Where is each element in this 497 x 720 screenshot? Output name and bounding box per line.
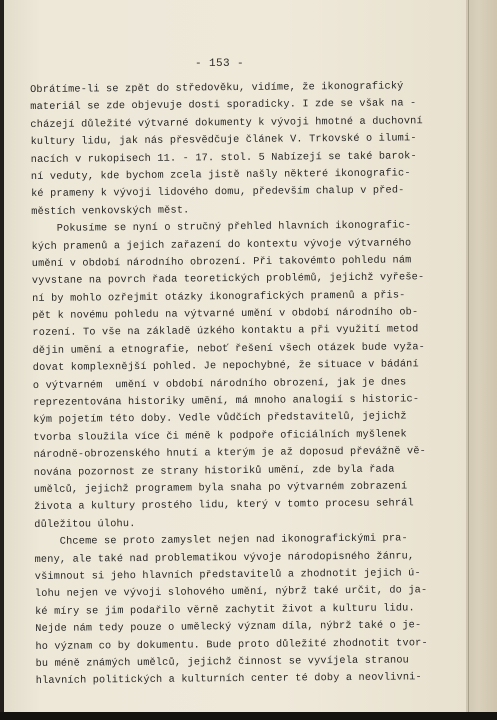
page-number: - 153 - xyxy=(195,58,245,70)
text-line: vyvstane na povrch řada teoretických problémů, jejichž vyřeše- xyxy=(31,271,425,288)
text-line: rození. To vše na základě úzkého kontaktu a při využití metod xyxy=(32,323,419,340)
text-line: ho význam co by dokumentu. Bude proto důležité zhodnotit tvor- xyxy=(35,636,428,653)
text-line: kých pramenů a jejich zařazení do kontextu vývoje výtvarného xyxy=(31,236,412,253)
text-line: nována pozornost ze strany historiků umění, zde byla řada xyxy=(33,463,395,479)
text-line: umění v období národního obrození. Při takovémto pohledu nám xyxy=(31,254,412,270)
text-line: Chceme se proto zamyslet nejen nad ikonografickými pra- xyxy=(34,532,408,549)
text-line: života a kultury prostého lidu, který v tomto procesu sehrál xyxy=(34,497,414,514)
text-line: o výtvarném umění v období národního obrození, jak je dnes xyxy=(32,376,407,392)
page-edge-strip xyxy=(466,0,497,712)
text-line: lohu nejen ve vývoji slohového umění, nýbrž také určit, do ja- xyxy=(34,584,428,601)
text-line: Obrátíme-li se zpět do středověku, vidíme, že ikonografický xyxy=(30,80,404,96)
text-line: bu méně známých umělců, jejichž činnost se vyvíjela stranou xyxy=(35,654,410,670)
text-line: kým pojetím této doby. Vedle vůdčích představitelů, jejichž xyxy=(33,410,407,427)
text-line: nacích v rukopisech 11. - 17. stol. 5 Nabízejí se také barok- xyxy=(30,149,417,166)
text-line: ní by mohlo ozřejmit otázky ikonografických pramenů a přis- xyxy=(32,289,406,305)
text-line: Nejde nám tedy pouze o umělecký význam díla, nýbrž také o je- xyxy=(35,619,422,636)
text-line: všimnout si jeho hlavních představitelů a zhodnotit jejich ú- xyxy=(34,567,421,583)
text-line: reprezentována historiky umění, má mnoho analogií s historic- xyxy=(33,393,420,410)
text-line: ní veduty, kde bychom zcela jistě našly některé ikonografic- xyxy=(30,167,411,183)
scan-bottom-border xyxy=(0,712,497,720)
text-line: ké prameny k vývoji lidového domu, především chalup v před- xyxy=(31,184,405,201)
text-line: umělců, jejichž programem byla snaha po výtvarném zobrazení xyxy=(33,480,408,496)
text-line: dějin umění a etnografie, neboť řešení všech otázek bude vyža- xyxy=(32,341,426,357)
text-line: materiál se zde objevuje dosti sporadicky. I zde se však na - xyxy=(30,97,417,114)
text-line: cházejí důležité výtvarné dokumenty k vývoji hmotné a duchovní xyxy=(30,115,423,131)
text-line: hlavních politických a kulturních center té doby a neovlivni- xyxy=(35,671,422,688)
text-line: kultury lidu, jak nás přesvědčuje článek V. Trkovské o ilumi- xyxy=(30,132,417,149)
page-edge-divider xyxy=(468,0,469,712)
text-line: důležitou úlohu. xyxy=(34,517,136,531)
text-line: ké míry se jim podařilo věrně zachytit život a kulturu lidu. xyxy=(35,602,415,618)
text-line: Pokusíme se nyní o stručný přehled hlavních ikonografic- xyxy=(31,219,412,236)
text-line: dovat komplexnější pohled. Je nepochybné, že situace v bádání xyxy=(32,358,419,375)
text-line: pět k novému pohledu na výtvarné umění v období národního ob- xyxy=(32,306,419,323)
text-line: městích venkovských měst. xyxy=(31,204,190,218)
text-line: tvorba sloužila více či méně k podpoře oficiálních myšlenek xyxy=(33,428,407,444)
body-text xyxy=(30,78,456,691)
text-line: národně-obrozenského hnutí a kterým je až doposud převážně vě- xyxy=(33,445,427,462)
text-line: meny, ale také nad problematikou vývoje národopisného žánru, xyxy=(34,549,415,566)
